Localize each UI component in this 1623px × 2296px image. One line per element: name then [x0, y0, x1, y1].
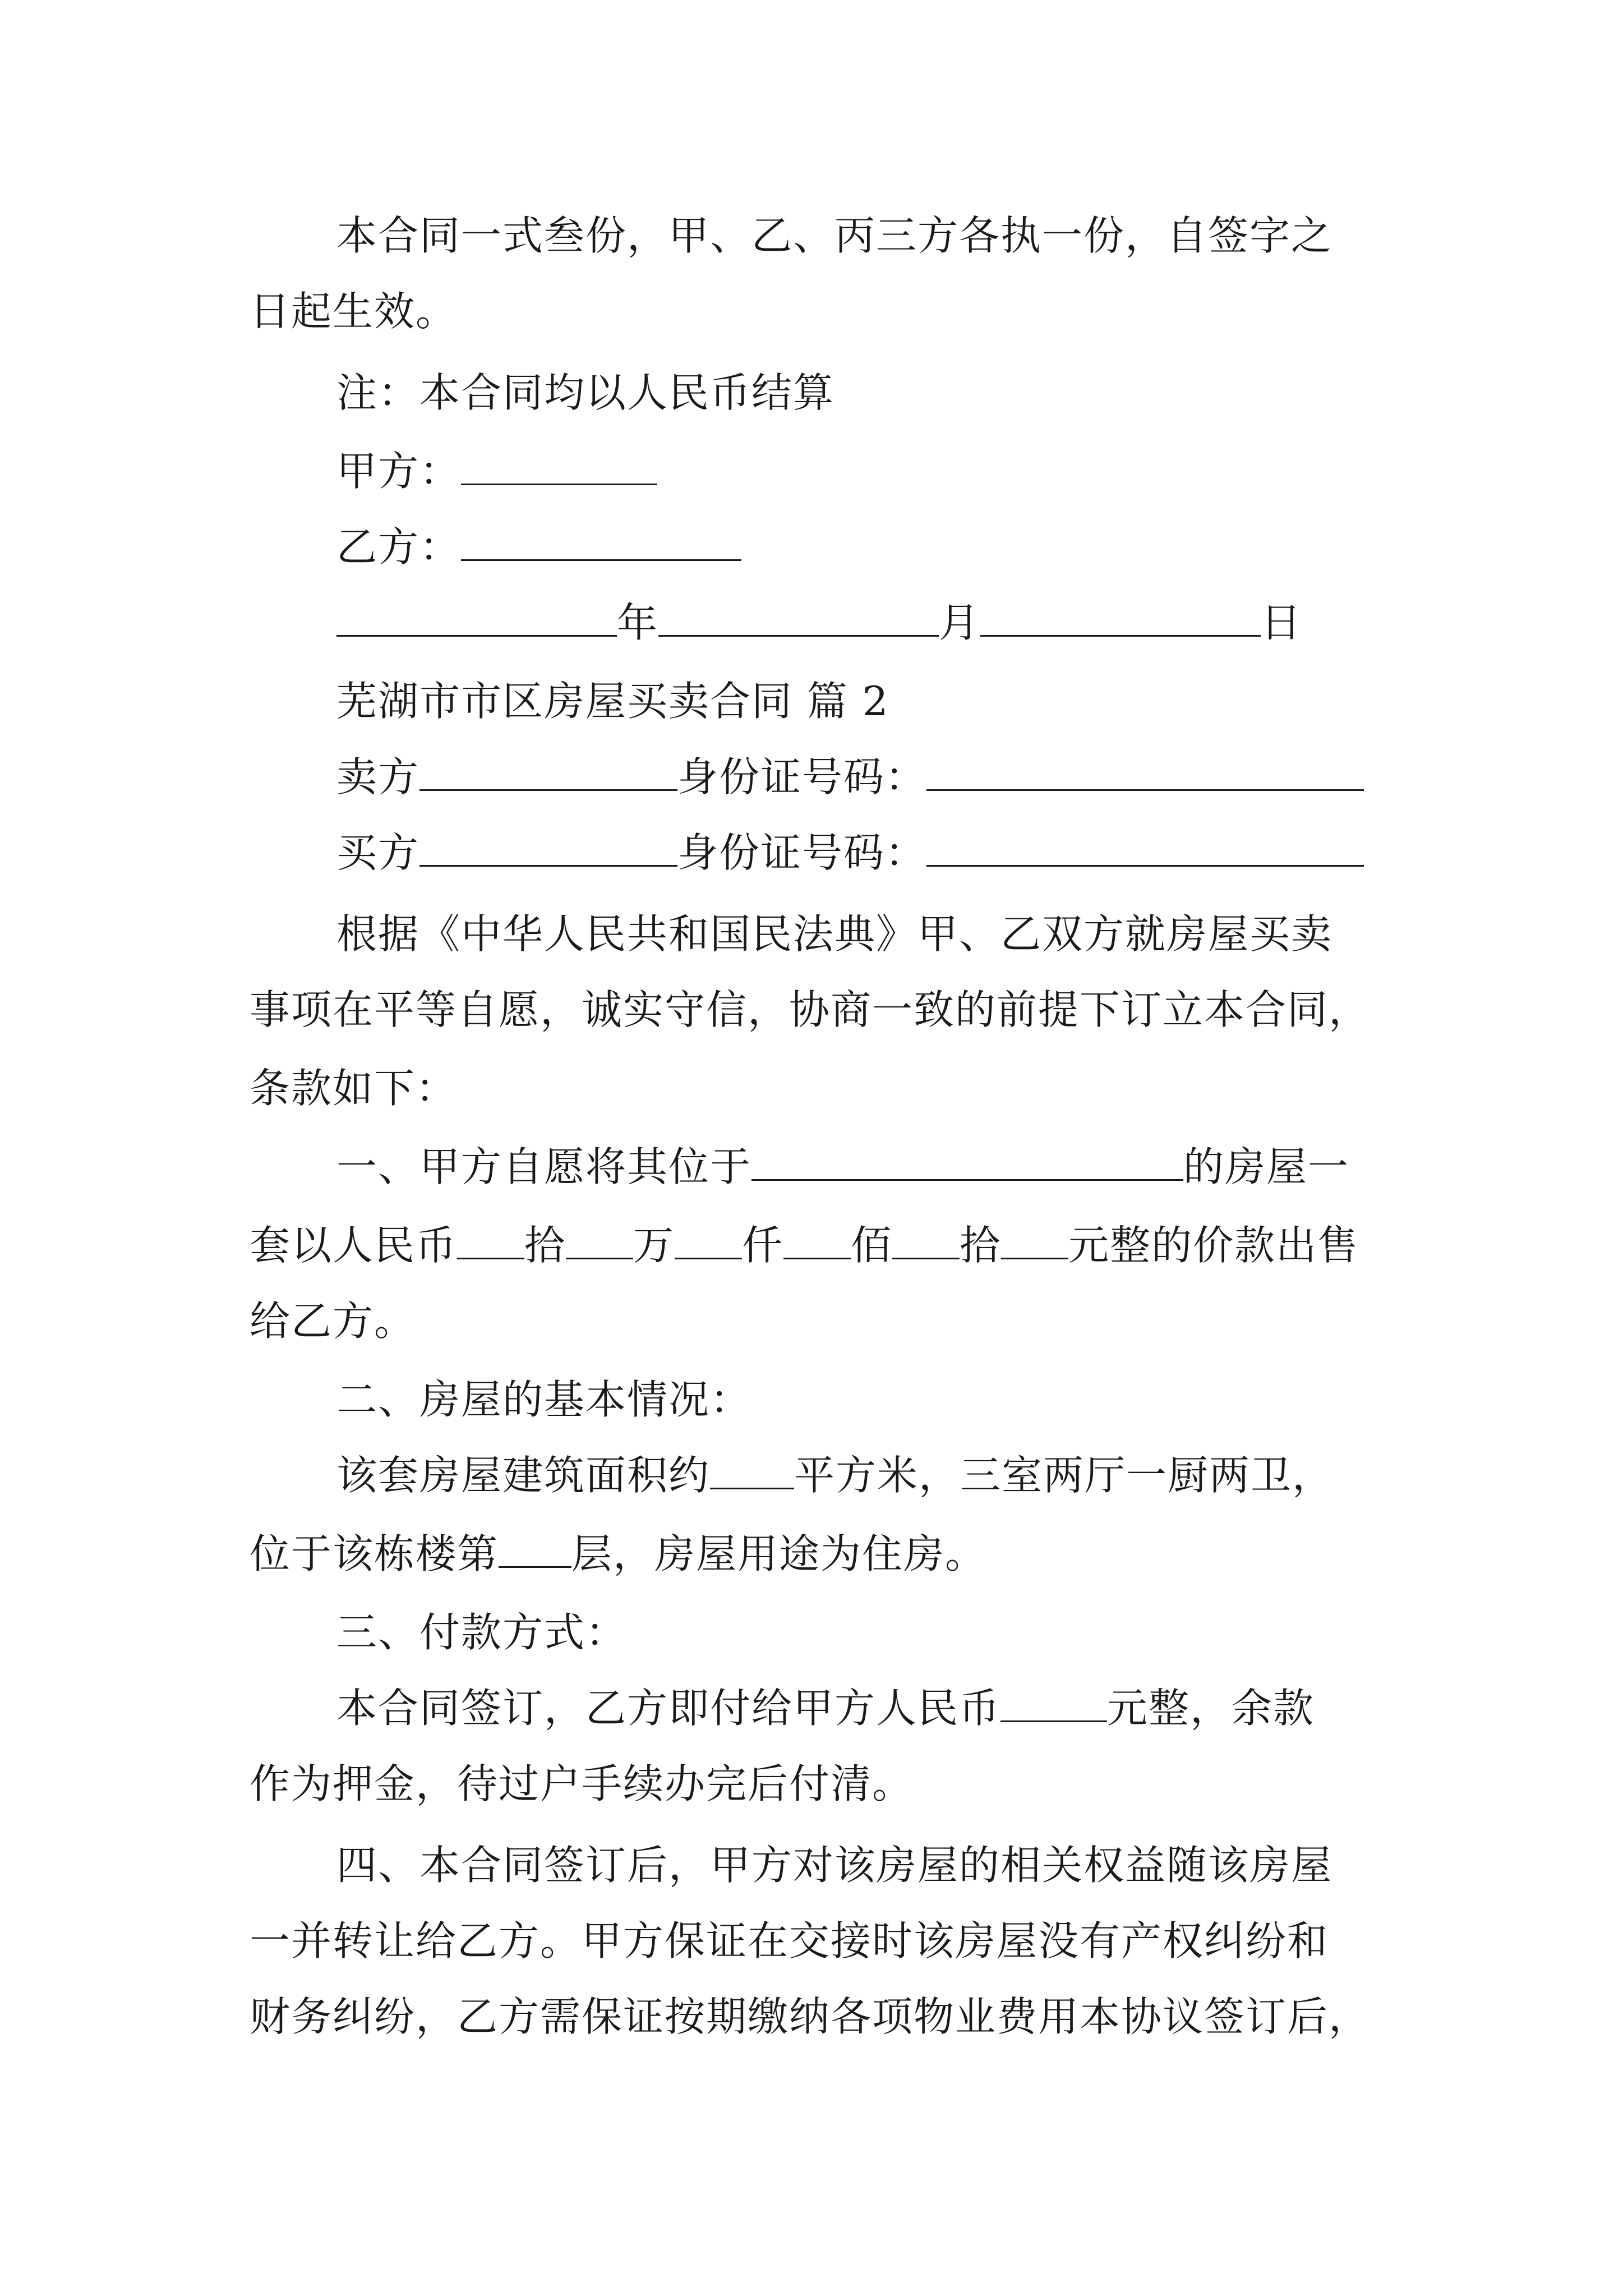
section-title [336, 673, 889, 729]
text-segment: 元整，余款 [1107, 1685, 1315, 1732]
text-line [250, 283, 457, 339]
area-line [336, 1447, 1334, 1503]
text-segment: 年 [617, 599, 659, 646]
seller-line [336, 749, 1364, 805]
text-segment: 佰 [851, 1222, 893, 1269]
text-line [250, 1060, 457, 1116]
text-line [336, 906, 1332, 962]
text-segment: 拾 [524, 1222, 566, 1269]
blank-field[interactable] [710, 1448, 794, 1489]
text-segment: 本合同一式叁份，甲、乙、丙三方各执一份，自签字之 [336, 212, 1333, 259]
text-segment: 财务纠纷，乙方需保证按期缴纳各项物业费用本协议签订后， [250, 1993, 1371, 2040]
blank-field[interactable] [1001, 1218, 1068, 1259]
text-segment: 甲方： [336, 448, 462, 495]
date-line [336, 595, 1302, 651]
text-segment: 拾 [960, 1222, 1002, 1269]
blank-field[interactable] [980, 596, 1261, 637]
text-segment: 身份证号码： [677, 753, 927, 800]
text-segment: 一、甲方自愿将其位于 [336, 1143, 752, 1190]
text-segment: 平方米，三室两厅一厨两卫， [794, 1452, 1334, 1499]
clause-3-heading [336, 1604, 627, 1660]
text-line [250, 1293, 416, 1349]
text-segment: 注：本合同均以人民币结算 [336, 369, 835, 416]
payment-line [336, 1680, 1315, 1736]
blank-field[interactable] [1000, 1681, 1107, 1722]
blank-field[interactable] [675, 1218, 742, 1259]
text-segment: 芜湖市市区房屋买卖合同 篇 2 [336, 678, 889, 725]
text-segment: 二、房屋的基本情况： [336, 1376, 752, 1423]
blank-field[interactable] [499, 1527, 571, 1568]
text-segment: 该套房屋建筑面积约 [336, 1452, 711, 1499]
text-segment: 条款如下： [250, 1065, 458, 1112]
text-segment: 月 [939, 599, 981, 646]
text-segment: 根据《中华人民共和国民法典》甲、乙双方就房屋买卖 [336, 910, 1333, 958]
party-b-line [336, 519, 741, 575]
text-segment: 层，房屋用途为住房。 [571, 1530, 987, 1577]
text-segment: 三、付款方式： [336, 1609, 628, 1656]
text-segment: 套以人民币 [250, 1222, 458, 1269]
blank-field[interactable] [783, 1218, 851, 1259]
text-segment: 乙方： [336, 523, 462, 570]
text-segment: 一并转让给乙方。甲方保证在交接时该房屋没有产权纠纷和 [250, 1917, 1329, 1964]
blank-field[interactable] [336, 596, 617, 637]
text-line [250, 1989, 1370, 2045]
text-segment: 元整的价款出售 [1068, 1222, 1359, 1269]
buyer-line [336, 825, 1364, 881]
text-segment: 四、本合同签订后，甲方对该房屋的相关权益随该房屋 [336, 1842, 1333, 1889]
blank-field[interactable] [926, 826, 1364, 867]
blank-field[interactable] [419, 826, 677, 867]
text-segment: 本合同签订，乙方即付给甲方人民币 [336, 1685, 1001, 1732]
blank-field[interactable] [419, 750, 677, 791]
text-segment: 日起生效。 [250, 288, 458, 335]
party-a-line [336, 443, 657, 499]
blank-field[interactable] [461, 444, 657, 485]
text-segment: 给乙方。 [250, 1297, 416, 1345]
blank-field[interactable] [461, 520, 741, 561]
text-segment: 卖方 [336, 753, 420, 800]
blank-field[interactable] [658, 596, 939, 637]
text-segment: 作为押金，待过户手续办完后付清。 [250, 1760, 914, 1807]
blank-field[interactable] [457, 1218, 524, 1259]
text-segment: 日 [1261, 599, 1303, 646]
clause-2-heading [336, 1372, 751, 1428]
text-segment: 仟 [742, 1222, 784, 1269]
text-segment: 位于该栋楼第 [250, 1530, 499, 1577]
price-line [250, 1217, 1359, 1273]
text-segment: 事项在平等自愿，诚实守信，协商一致的前提下订立本合同， [250, 986, 1371, 1033]
text-line [250, 982, 1370, 1038]
blank-field[interactable] [926, 750, 1364, 791]
note-line [336, 365, 834, 421]
blank-field[interactable] [892, 1218, 960, 1259]
text-line [336, 1837, 1332, 1893]
blank-field[interactable] [566, 1218, 633, 1259]
text-segment: 身份证号码： [677, 829, 927, 876]
text-line [336, 208, 1332, 264]
floor-line [250, 1526, 986, 1582]
blank-field[interactable] [751, 1140, 1183, 1181]
text-segment: 万 [633, 1222, 675, 1269]
text-line [250, 1756, 914, 1812]
text-line [250, 1913, 1329, 1969]
text-segment: 的房屋一 [1183, 1143, 1350, 1190]
clause-1-line [336, 1139, 1349, 1195]
text-segment: 买方 [336, 829, 420, 876]
